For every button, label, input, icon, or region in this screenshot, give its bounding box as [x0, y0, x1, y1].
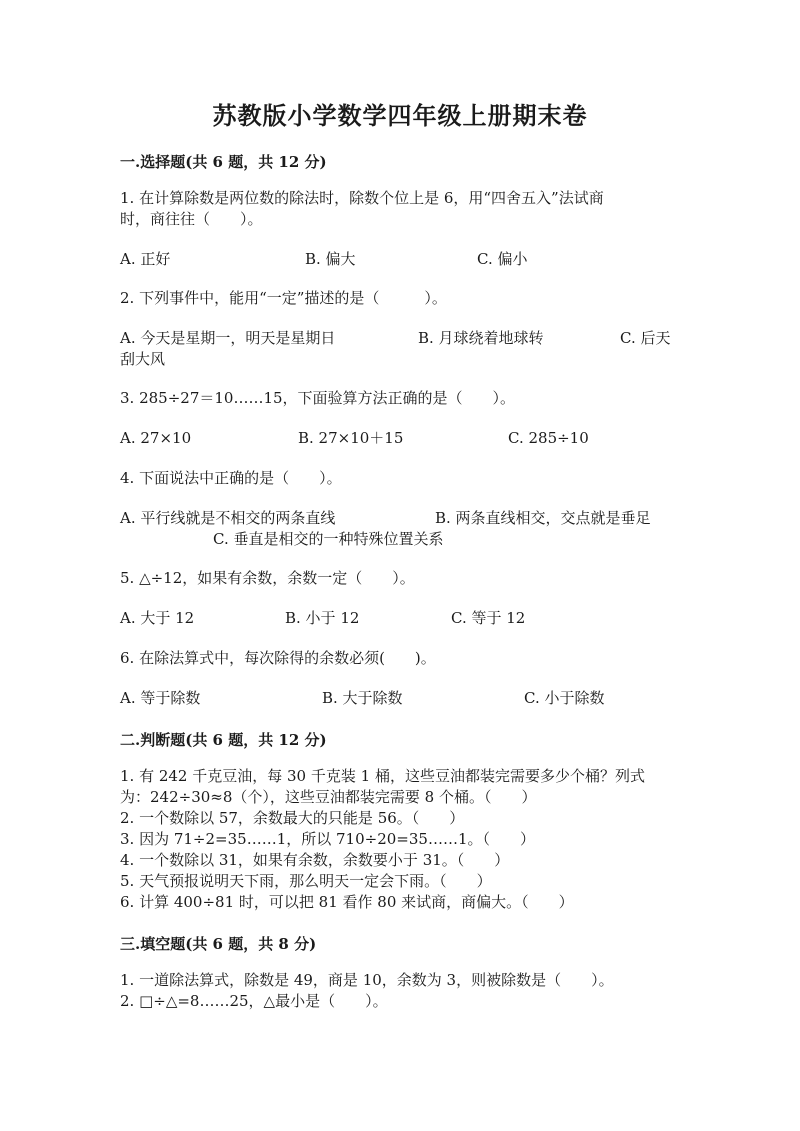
option-a: A. 等于除数 — [120, 689, 201, 707]
option-c: C. 等于 12 — [451, 609, 526, 627]
fill-item: 2. □÷△=8……25，△最小是（ ）。 — [120, 992, 388, 1010]
judge-item: 5. 天气预报说明天下雨，那么明天一定会下雨。（ ） — [120, 872, 492, 890]
question-text: 2. 下列事件中，能用“一定”描述的是（ ）。 — [120, 289, 447, 307]
option-b: B. 偏大 — [305, 250, 356, 268]
page-title: 苏教版小学数学四年级上册期末卷 — [212, 101, 588, 130]
option-b: B. 月球绕着地球转 — [418, 329, 544, 347]
fill-item: 1. 一道除法算式，除数是 49，商是 10，余数为 3，则被除数是（ ）。 — [120, 971, 614, 989]
option-c-continued: 刮大风 — [120, 350, 166, 368]
option-c: C. 垂直是相交的一种特殊位置关系 — [213, 530, 444, 548]
question-text: 6. 在除法算式中，每次除得的余数必须( )。 — [120, 649, 436, 667]
option-a: A. 大于 12 — [120, 609, 195, 627]
option-c: C. 小于除数 — [524, 689, 605, 707]
option-a: A. 今天是星期一，明天是星期日 — [120, 329, 336, 347]
question-text: 4. 下面说法中正确的是（ ）。 — [120, 469, 342, 487]
option-b: B. 大于除数 — [322, 689, 403, 707]
option-a: A. 正好 — [120, 250, 171, 268]
judge-item: 3. 因为 71÷2=35……1，所以 710÷20=35……1。（ ） — [120, 830, 535, 848]
option-c: C. 偏小 — [477, 250, 528, 268]
option-a: A. 平行线就是不相交的两条直线 — [120, 509, 336, 527]
section-heading-choice: 一.选择题(共 6 题，共 12 分) — [120, 153, 327, 171]
judge-item: 2. 一个数除以 57，余数最大的只能是 56。（ ） — [120, 809, 465, 827]
question-text: 1. 在计算除数是两位数的除法时，除数个位上是 6，用“四舍五入”法试商 — [120, 189, 604, 207]
question-text: 5. △÷12，如果有余数，余数一定（ ）。 — [120, 569, 415, 587]
option-a: A. 27×10 — [120, 429, 192, 447]
option-c: C. 285÷10 — [508, 429, 589, 447]
option-b: B. 小于 12 — [285, 609, 360, 627]
question-text: 3. 285÷27＝10……15，下面验算方法正确的是（ ）。 — [120, 389, 516, 407]
option-b: B. 27×10＋15 — [298, 429, 404, 447]
judge-item: 为：242÷30≈8（个），这些豆油都装完需要 8 个桶。（ ） — [120, 788, 537, 806]
option-c: C. 后天 — [620, 329, 671, 347]
section-heading-judge: 二.判断题(共 6 题，共 12 分) — [120, 731, 327, 749]
section-heading-fill: 三.填空题(共 6 题，共 8 分) — [120, 935, 317, 953]
judge-item: 6. 计算 400÷81 时，可以把 81 看作 80 来试商，商偏大。（ ） — [120, 893, 574, 911]
option-b: B. 两条直线相交，交点就是垂足 — [435, 509, 651, 527]
judge-item: 4. 一个数除以 31，如果有余数，余数要小于 31。（ ） — [120, 851, 510, 869]
question-text: 时，商往往（ ）。 — [120, 210, 263, 228]
judge-item: 1. 有 242 千克豆油，每 30 千克装 1 桶，这些豆油都装完需要多少个桶？列式 — [120, 767, 645, 785]
